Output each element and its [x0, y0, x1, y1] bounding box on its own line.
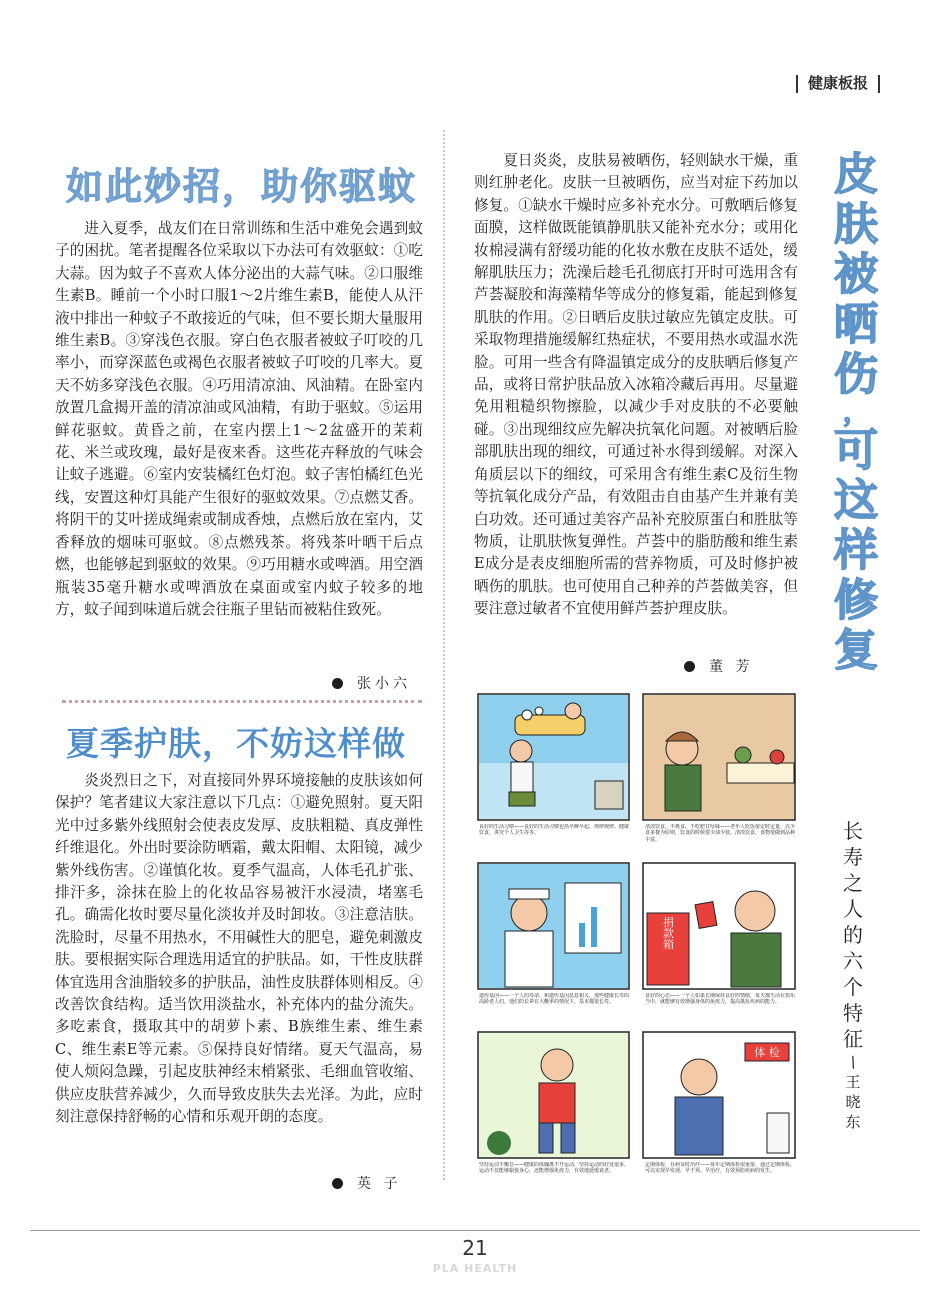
comic-caption-1: 良好的生活习惯——良好的生活习惯包括早睡早起、规律规律、健康饮食，讲究个人卫生等等。 [479, 824, 629, 837]
comic-author-char: 晓 [845, 1093, 861, 1111]
article3-paragraph: 夏日炎炎，皮肤易被晒伤，轻则缺水干燥，重则红肿老化。皮肤一旦被晒伤，应当对症下药加以修复。①缺水干燥时应多补充水分。可敷晒后修复面膜，这样做既能镇静肌肤又能补充水分；或用化妆棉浸满有舒缓功能的化妆水敷在皮肤不适处，缓解肌肤压力；洗澡后趁毛孔彻底打开时可选用含有芦荟凝胶和海藻精华等成分的修复霜，能起到修复肌肤的作用。②日晒后皮肤过敏应先镇定皮肤。可采取物理措施缓解红热症状，不要用热水或温水洗脸。可用一些含有降温镇定成分的皮肤晒后修复产品，或将日常护肤品放入冰箱冷藏后再用。尽量避免用粗糙织物擦脸，以减少手对皮肤的不必要触碰。③出现细纹应先解决抗氧化问题。对被晒后脸部肌肤出现的细纹，可通过补水得到缓解。对深入角质层以下的细纹，可采用含有维生素C及衍生物等抗氧化成分产品，有效阻击自由基产生并兼有美白功效。还可通过美容产品补充胶原蛋白和胜肽等物质，让肌肤恢复弹性。芦荟中的脂肪酸和维生素E成分是表皮细胞所需的营养物质，可及时修护被晒伤的肌肤。也可使用自己种养的芦荟做美容，但要注意过敏者不宜使用鲜芦荟护理皮肤。 [474, 152, 798, 618]
comic-title-char: 之 [843, 871, 863, 895]
title-char: 复 [834, 625, 878, 676]
comic-panel-2 [643, 694, 795, 820]
comic-panel-6 [643, 1032, 795, 1158]
article3-body [474, 150, 798, 621]
title-char: 可 [834, 425, 878, 476]
title-char: 这 [834, 475, 878, 526]
comic-caption-6: 定期体检，有病及时治疗——每年定期体检很重要，通过定期体检，可以实现早发现、早干预、早治疗，有效预防疾病的发生。 [645, 1162, 795, 1175]
comic-title-char: 特 [843, 1001, 863, 1025]
header-bar-right [878, 75, 880, 93]
comic-panel-5 [478, 1032, 629, 1158]
section-label: 健康板报 [807, 74, 868, 92]
comic-title-char: 征 [843, 1027, 863, 1051]
title-char: 皮 [834, 149, 878, 200]
comic-title-char: 六 [843, 949, 863, 973]
title-char: 晒 [834, 299, 878, 350]
section-header [786, 72, 890, 93]
byline-bullet-icon [684, 661, 695, 672]
donation-box-label: 捐款箱 [661, 916, 675, 950]
comic-panel-1 [478, 694, 629, 820]
title-char: 修 [834, 575, 878, 626]
comic-author-char: 东 [845, 1113, 861, 1131]
byline-bullet-icon [332, 1178, 343, 1189]
column-divider [443, 130, 445, 1180]
article1-body [55, 218, 423, 621]
article2-author: 英 子 [357, 1176, 402, 1192]
checkup-sign-label: 体 检 [754, 1046, 780, 1059]
header-bar-left [796, 75, 798, 93]
comic-title-char: 长 [843, 819, 863, 843]
comic-title-char: 个 [843, 975, 863, 999]
comic-strip [477, 693, 797, 1193]
article2-body [55, 770, 423, 1129]
comic-caption-2: 清淡饮食，不挑食，不吃肥甘厚味——老年人吃饭要定时定量，以少食多餐为原则，饮食的时候要少油少盐，清淡饮食，食物要做到品种丰富。 [645, 824, 795, 843]
article1-author: 张小六 [357, 676, 411, 692]
title-char: ， [842, 398, 869, 428]
article1-title: 如此妙招，助你驱蚊 [66, 165, 417, 208]
comic-caption-3: 遗传基因——一个人的寿命，和遗传基因息息相关，那些健康长寿的高龄老人们，他们的长辈在大概率的情况下，基本都很长寿。 [479, 993, 629, 1006]
comic-caption-4: 良好的心态——一个人如果长期保持良好的情绪，每天都生活在快乐当中，就能够有效增强身体的免疫力，提高抵抗疾病的能力。 [645, 993, 795, 1006]
comic-illustration [477, 693, 797, 1193]
comic-title-slash: / [847, 1052, 859, 1072]
page-number: 21 [462, 1236, 488, 1260]
comic-panel-4 [643, 863, 795, 989]
comic-author-char: 王 [845, 1073, 861, 1091]
title-char: 伤 [834, 349, 878, 400]
article2-title: 夏季护肤，不妨这样做 [66, 724, 406, 763]
article1-byline [332, 673, 411, 693]
title-char: 样 [834, 525, 878, 576]
comic-title-char: 的 [843, 923, 863, 947]
article2-byline [332, 1173, 401, 1193]
comic-vertical-title [836, 818, 870, 1132]
article3-author: 董 芳 [709, 659, 754, 675]
comic-title-char: 人 [843, 897, 863, 921]
comic-title-char: 寿 [843, 845, 863, 869]
section-divider [62, 700, 422, 703]
title-char: 肤 [834, 199, 878, 250]
footer-rule [30, 1230, 920, 1231]
byline-bullet-icon [332, 678, 343, 689]
comic-panel-3 [478, 863, 629, 989]
article1-paragraph: 进入夏季，战友们在日常训练和生活中难免会遇到蚊子的困扰。笔者提醒各位采取以下办法可有效驱蚊：①吃大蒜。因为蚊子不喜欢人体分泌出的大蒜气味。②口服维生素B。睡前一个小时口服1～2片维生素B，能使人从汗液中排出一种蚊子不敢接近的气味，但不要长期大量服用维生素B。③穿浅色衣服。穿白色衣服者被蚊子叮咬的几率小，而穿深蓝色或褐色衣服者被蚊子叮咬的几率大。夏天不妨多穿浅色衣服。④巧用清凉油、风油精。在卧室内放置几盒揭开盖的清凉油或风油精，有助于驱蚊。⑤运用鲜花驱蚊。黄昏之前，在室内摆上1～2盆盛开的茉莉花、米兰或玫瑰，最好是夜来香。这些花卉释放的气味会让蚊子逃避。⑥室内安装橘红色灯泡。蚊子害怕橘红色光线，安置这种灯具能产生很好的驱蚊效果。⑦点燃艾香。将阴干的艾叶搓成绳索或制成香烛，点燃后放在室内，艾香释放的烟味可驱蚊。⑧点燃残茶。将残茶叶晒干后点燃，也能够起到驱蚊的效果。⑨巧用糖水或啤酒。用空酒瓶装35毫升糖水或啤酒放在桌面或室内蚊子较多的地方，蚊子闻到味道后就会往瓶子里钻而被粘住致死。 [55, 220, 423, 618]
article3-vertical-title [826, 150, 886, 676]
title-char: 被 [834, 249, 878, 300]
magazine-name: PLA HEALTH [432, 1262, 518, 1275]
article2-paragraph: 炎炎烈日之下，对直接同外界环境接触的皮肤该如何保护？笔者建议大家注意以下几点：①避免照射。夏天阳光中过多紫外线照射会使表皮发厚、皮肤粗糙、真皮弹性纤维退化。外出时要涂防晒霜，戴太阳帽、太阳镜，减少紫外线伤害。②谨慎化妆。夏季气温高，人体毛孔扩张、排汗多，涂抹在脸上的化妆品容易被汗水浸渍，堵塞毛孔。确需化妆时要尽量化淡妆并及时卸妆。③注意洁肤。洗脸时，尽量不用热水，不用碱性大的肥皂，避免刺激皮肤。要根据实际合理选用适宜的护肤品。如，干性皮肤群体宜选用含油脂较多的护肤品，油性皮肤群体则相反。④改善饮食结构。适当饮用淡盐水，补充体内的盐分流失。多吃素食，摄取其中的胡萝卜素、B族维生素、维生素C、维生素E等元素。⑤保持良好情绪。夏天气温高，易使人烦闷急躁，引起皮肤神经末梢紧张、毛细血管收缩、供应皮肤营养减少，久而导致皮肤失去光泽。为此，应时刻注意保持舒畅的心情和乐观开朗的态度。 [55, 772, 423, 1126]
article3-byline [684, 656, 753, 676]
comic-caption-5: 坚持运动不懈怠——健康的体魄离不开运动，坚持运动的好处很多，运动不仅能够愉悦身心，还能增强免疫力，有效地延缓衰老。 [479, 1162, 629, 1175]
